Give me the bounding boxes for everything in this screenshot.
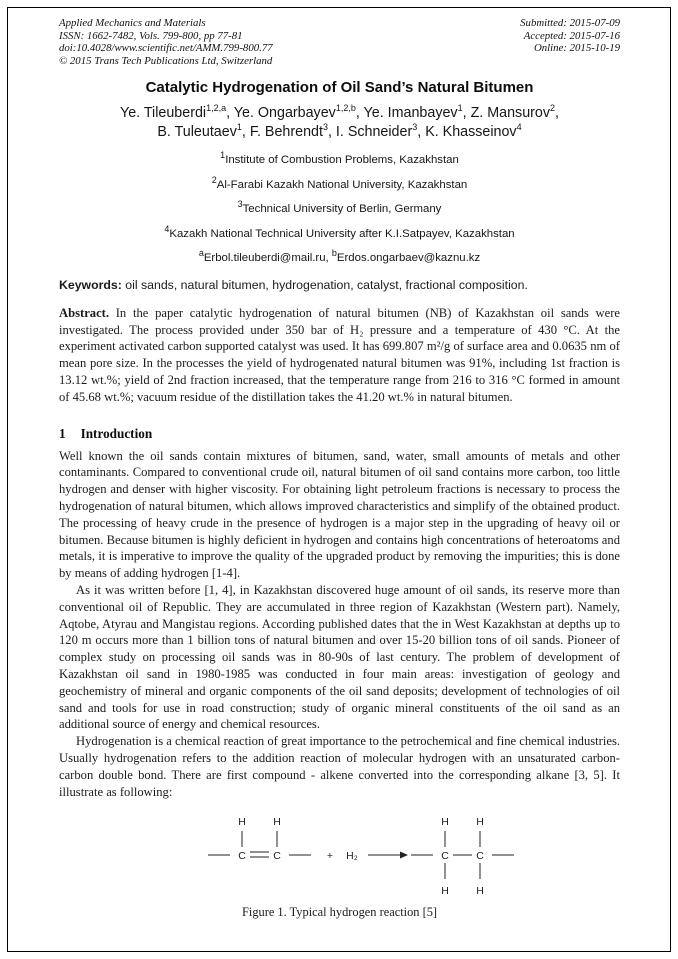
affiliation [59, 199, 620, 216]
email-address: Erbol.tileuberdi@mail.ru, [203, 252, 332, 265]
affiliation-marker: 4 [164, 224, 170, 235]
affiliation [59, 224, 620, 241]
affiliation-text: Technical University of Berlin, Germany [242, 203, 442, 216]
affiliation [59, 175, 620, 192]
journal-name: Applied Mechanics and Materials [59, 17, 206, 29]
abstract [59, 305, 620, 406]
hydrogen-atom-label: H [237, 816, 246, 829]
carbon-atom-label: C [237, 850, 246, 863]
author-name: Ye. Ongarbayev [233, 105, 336, 122]
carbon-atom-label: C [272, 850, 281, 863]
author-separator: , [462, 105, 471, 122]
figure-1 [59, 805, 620, 920]
author-name: Ye. Tileuberdi [119, 105, 207, 122]
author-affiliation-marker: 2 [550, 103, 556, 114]
header-metadata [59, 17, 620, 67]
author-name: Ye. Imanbayev [363, 105, 458, 122]
author-separator: , [327, 124, 336, 141]
journal-info [59, 17, 273, 67]
author-name: Z. Mansurov [470, 105, 551, 122]
accepted-date: Accepted: 2015-07-16 [523, 29, 620, 42]
author-affiliation-marker: 1,2,b [335, 103, 356, 114]
submitted-date: Submitted: 2015-07-09 [520, 17, 620, 29]
author-affiliation-marker: 3 [412, 122, 418, 133]
paragraph: As it was written before [1, 4], in Kazakhstan discovered huge amount of oil sands, its reserve more than conventional oil of Republic. They are accumulated in three region of Kazakhstan (Western part). Namely, Aqtobe, Atyrau and Mangistau regions. According published dates that the in West Kazakhstan at depths up to 120 m occurs more than 1 billion tons of natural bitumen and over 15-20 billion tons of oil sands. Pioneer of complex study on processing oil sands was in 80-90s of last century. The problem of development of Kazakhstan oil sand in 1980-1985 was conducted in four main areas: investigation of geology and geochemistry of mineral and organic components of the oil sand deposits; development of technologies of oil sand and tools for use in road construction; study of organic mineral constituents of the oil sand as an additional source of energy and chemical resources. [59, 583, 620, 732]
author-separator: , [355, 105, 364, 122]
hydrogen-atom-label: H [475, 816, 484, 829]
keywords-label: Keywords: [59, 277, 122, 292]
author-name: K. Khasseinov [425, 124, 517, 141]
email-marker: b [331, 248, 337, 259]
hydrogen-atom-label: H [440, 816, 449, 829]
author-separator: , [417, 124, 426, 141]
email-marker: a [198, 248, 204, 259]
carbon-atom-label: C [440, 850, 449, 863]
authors-block [59, 104, 620, 142]
affiliation-marker: 2 [211, 175, 217, 186]
plus-sign: + [326, 850, 333, 863]
author-line-1 [59, 104, 620, 123]
affiliation-text: Al-Farabi Kazakh National University, Kazakhstan [216, 178, 468, 191]
affiliation [59, 150, 620, 167]
hydrogen-atom-label: H [475, 885, 484, 898]
paragraph: Well known the oil sands contain mixtures of bitumen, sand, water, small amounts of metals and other contaminants. Compared to conventional crude oil, natural bitumen of oil sand contains more carbon, too little hydrogen and denser with higher viscosity. For obtaining light petroleum fractions is necessary to process the hydrogenation of natural bitumen, which allows improved characteristics and simplify of the obtained product. The processing of heavy crude in the presence of hydrogen is a major step in the upgrading of heavy oil or bitumen. Because bitumen is highly deficient in hydrogen and contains high concentrations of heteroatoms and metals, it is imperative to improve the quality of the upgraded product by removing the impurities; this is done by means of adding hydrogen [1-4]. [59, 448, 620, 581]
abstract-text: In the paper catalytic hydrogenation of natural bitumen (NB) of Kazakhstan oil sands were investigated. The process provided under 350 bar of H₂ pressure and a temperature of 430 °C. At the experiment activated carbon supported catalyst was used. It has 699.807 m²/g of surface area and 0.0635 nm of mean pore size. In the processes the yield of hydrogenated natural bitumen was 91%, including 1st fraction is 13.12 wt.%; yield of 2nd fraction increased, that the temperature range from 216 to 316 °C formed in amount of 45.68 wt.%; vacuum residue of the distillation takes the 41.20 wt.% in natural bitumen. [59, 305, 620, 404]
affiliation-marker: 3 [237, 199, 243, 210]
hydrogen-atom-label: H [440, 885, 449, 898]
online-date: Online: 2015-10-19 [533, 42, 620, 55]
author-name: F. Behrendt [249, 124, 323, 141]
reaction-arrowhead [400, 852, 408, 859]
figure-caption: Figure 1. Typical hydrogen reaction [5] [241, 905, 438, 920]
author-affiliation-marker: 3 [322, 122, 328, 133]
email-address: Erdos.ongarbaev@kaznu.kz [336, 252, 481, 265]
paper-title: Catalytic Hydrogenation of Oil Sand’s Natural Bitumen [145, 79, 534, 97]
affiliation-text: Institute of Combustion Problems, Kazakhstan [225, 154, 459, 167]
abstract-label: Abstract. [59, 305, 110, 320]
author-name: I. Schneider [335, 124, 413, 141]
author-separator: , [226, 105, 234, 122]
hydrogen-molecule-label: H₂ [345, 850, 358, 863]
affiliations-block [59, 150, 620, 265]
carbon-atom-label: C [475, 850, 484, 863]
paragraph: Hydrogenation is a chemical reaction of great importance to the petrochemical and fine chemical industries. Usually hydrogenation refers to the addition reaction of molecular hydrogen with an unsaturated carbon-carbon double bond. There are first compound - alkene converted into the corresponding alkane [3, 5]. It illustrate as following: [59, 734, 620, 799]
keywords-line [59, 277, 620, 293]
section-heading [59, 426, 620, 442]
hydrogen-atom-label: H [272, 816, 281, 829]
author-affiliation-marker: 1,2,a [206, 103, 227, 114]
section-title: Introduction [80, 425, 153, 441]
author-separator: , [555, 105, 560, 122]
affiliation-marker: 1 [220, 150, 226, 161]
author-line-2 [59, 123, 620, 142]
section-number: 1 [59, 425, 66, 441]
copyright-line: © 2015 Trans Tech Publications Ltd, Switzerland [59, 54, 273, 67]
reaction-diagram [160, 805, 520, 897]
author-name: B. Tuleutaev [157, 124, 237, 141]
author-affiliation-marker: 1 [236, 122, 242, 133]
affiliation-text: Kazakh National Technical University after K.I.Satpayev, Kazakhstan [169, 227, 515, 240]
issn-line: ISSN: 1662-7482, Vols. 799-800, pp 77-81 [59, 29, 243, 42]
doi-line: doi:10.4028/www.scientific.net/AMM.799-800.77 [59, 42, 273, 55]
keywords-text: oil sands, natural bitumen, hydrogenation, catalyst, fractional composition. [121, 277, 528, 292]
submission-dates [520, 17, 620, 67]
author-affiliation-marker: 4 [516, 122, 522, 133]
author-separator: , [241, 124, 250, 141]
author-affiliation-marker: 1 [457, 103, 463, 114]
email-line [59, 248, 620, 265]
